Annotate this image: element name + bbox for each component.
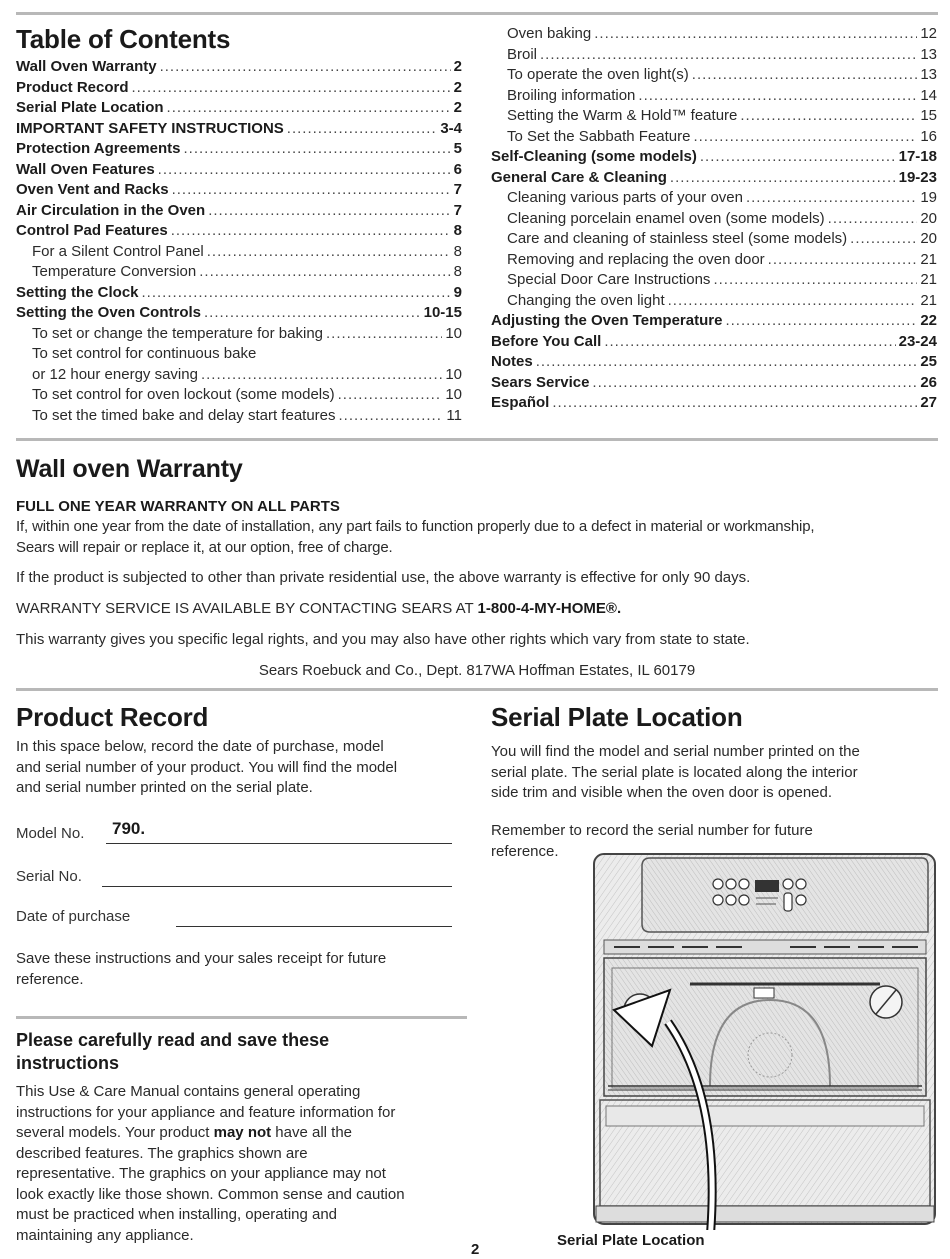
toc-leader-dots: [339, 406, 444, 427]
oven-display: [755, 880, 779, 892]
toc-entry[interactable]: [491, 168, 937, 189]
toc-entry-page: 26: [920, 373, 937, 391]
toc-entry[interactable]: [491, 229, 937, 250]
toc-entry[interactable]: [491, 352, 937, 373]
toc-entry-label: Español: [491, 394, 550, 411]
toc-entry-label: Temperature Conversion: [32, 263, 197, 280]
toc-leader-dots: [668, 291, 918, 312]
toc-entry-label: Special Door Care Instructions: [507, 271, 711, 288]
toc-entry-label: Care and cleaning of stainless steel (some models): [507, 230, 848, 247]
model-number-value: 790.: [112, 819, 146, 838]
toc-entry[interactable]: [491, 209, 937, 230]
toc-entry-page: 2: [453, 78, 462, 96]
toc-leader-dots: [208, 201, 450, 222]
toc-entry-page: 7: [453, 201, 462, 219]
toc-entry-page: 21: [920, 271, 937, 288]
toc-entry[interactable]: [16, 221, 462, 242]
toc-leader-dots: [638, 86, 917, 107]
warranty-address: Sears Roebuck and Co., Dept. 817WA Hoffman Estates, IL 60179: [258, 662, 696, 679]
toc-leader-dots: [725, 311, 917, 332]
toc-entry-page: 2: [453, 99, 462, 116]
toc-entry-page: 13: [920, 45, 937, 63]
toc-entry-page: 14: [920, 86, 937, 104]
toc-entry-label: Oven baking: [507, 25, 592, 42]
toc-entry[interactable]: [491, 188, 937, 209]
toc-entry[interactable]: [491, 373, 937, 394]
toc-left-column: [16, 57, 462, 426]
toc-entry-page: 10: [445, 386, 462, 403]
toc-entry-label: or 12 hour energy saving: [32, 365, 198, 383]
toc-entry-page: 2: [453, 58, 462, 75]
toc-entry[interactable]: [16, 98, 462, 119]
toc-entry-label: Control Pad Features: [16, 222, 168, 239]
toc-entry-label: To set or change the temperature for baking: [32, 324, 324, 342]
toc-leader-dots: [326, 324, 442, 345]
date-of-purchase-label: Date of purchase: [16, 908, 131, 925]
toc-leader-dots: [594, 24, 917, 45]
toc-entry[interactable]: [491, 24, 937, 45]
toc-entry[interactable]: [16, 385, 462, 406]
toc-title: Table of Contents: [16, 24, 231, 54]
oven-bottom-trim: [596, 1206, 934, 1222]
toc-entry-page: 19: [920, 189, 937, 206]
toc-entry[interactable]: [16, 283, 462, 304]
toc-entry-page: 21: [920, 250, 937, 268]
toc-entry-page: 8: [453, 222, 462, 239]
warranty-paragraph-3: WARRANTY SERVICE IS AVAILABLE BY CONTACTING SEARS AT 1-800-4-MY-HOME®.: [16, 600, 622, 617]
toc-leader-dots: [199, 262, 450, 283]
toc-entry-page: 13: [920, 66, 937, 83]
toc-entry[interactable]: [491, 65, 937, 86]
toc-entry-label: Sears Service: [491, 373, 590, 391]
toc-entry-label: Removing and replacing the oven door: [507, 250, 765, 268]
toc-leader-dots: [171, 221, 451, 242]
toc-entry-page: 10-15: [423, 304, 462, 321]
toc-entry-label: Serial Plate Location: [16, 99, 164, 116]
toc-leader-dots: [142, 283, 451, 304]
toc-entry-label: Oven Vent and Racks: [16, 181, 169, 198]
oven-light: [754, 988, 774, 998]
oven-illustration: [590, 850, 938, 1230]
toc-leader-dots: [692, 65, 918, 86]
toc-entry-label: Broiling information: [507, 86, 636, 104]
toc-entry-page: 17-18: [898, 148, 937, 165]
toc-entry-page: 22: [920, 312, 937, 329]
toc-entry-label: Adjusting the Oven Temperature: [491, 312, 723, 329]
toc-entry-label: Protection Agreements: [16, 140, 181, 157]
toc-entry-label: Product Record: [16, 78, 129, 96]
save-instructions-note: Save these instructions and your sales receipt for future reference.: [16, 950, 387, 988]
toc-entry-label: Wall Oven Features: [16, 160, 155, 178]
warranty-phone: 1-800-4-MY-HOME®.: [477, 600, 622, 617]
model-number-field[interactable]: [16, 819, 452, 844]
model-number-line: [106, 843, 452, 844]
toc-entry-page: 25: [920, 353, 937, 370]
toc-entry-label: For a Silent Control Panel: [32, 242, 204, 260]
toc-entry-page: 23-24: [898, 332, 937, 350]
warranty-title: Wall oven Warranty: [16, 455, 243, 483]
toc-leader-dots: [160, 57, 451, 78]
toc-entry[interactable]: [491, 147, 937, 168]
toc-entry[interactable]: [491, 332, 937, 353]
toc-leader-dots: [670, 168, 896, 189]
toc-leader-dots: [204, 303, 421, 324]
serial-number-label: Serial No.: [16, 868, 82, 885]
toc-leader-dots: [536, 352, 918, 373]
page-number: 2: [471, 1241, 480, 1258]
toc-entry[interactable]: [491, 270, 937, 291]
toc-entry-page: 20: [920, 209, 937, 227]
serial-plate-caption: Serial Plate Location: [557, 1232, 705, 1249]
model-number-label: Model No.: [16, 825, 85, 842]
toc-entry[interactable]: [16, 406, 462, 427]
serial-plate-title: Serial Plate Location: [491, 702, 743, 732]
serial-number-line: [102, 886, 452, 887]
toc-entry[interactable]: [16, 119, 462, 140]
toc-leader-dots: [207, 242, 451, 263]
serial-plate-remember: Remember to record the serial number for future reference.: [491, 822, 813, 860]
toc-entry-label: Cleaning various parts of your oven: [507, 189, 743, 206]
toc-leader-dots: [201, 365, 442, 386]
toc-leader-dots: [828, 209, 918, 230]
toc-leader-dots: [713, 270, 917, 291]
toc-leader-dots: [338, 385, 443, 406]
toc-entry-page: 6: [453, 160, 462, 178]
toc-entry[interactable]: [16, 139, 462, 160]
warranty-heading: FULL ONE YEAR WARRANTY ON ALL PARTS: [16, 498, 340, 515]
toc-entry-page: 15: [920, 107, 937, 124]
toc-leader-dots: [768, 250, 918, 271]
warranty-paragraph-2: If the product is subjected to other than private residential use, the above warranty is effective for only 90 days.: [16, 569, 751, 586]
toc-entry-page: 11: [446, 406, 462, 424]
toc-entry-label: General Care & Cleaning: [491, 168, 667, 186]
toc-entry-label: To set the timed bake and delay start features: [32, 406, 336, 424]
toc-leader-dots: [740, 106, 917, 127]
toc-entry[interactable]: [491, 106, 937, 127]
toc-entry[interactable]: [16, 262, 462, 283]
toc-entry-label: Cleaning porcelain enamel oven (some models): [507, 209, 825, 227]
product-record-intro: In this space below, record the date of purchase, model and serial number of your product. You will find the model and serial number printed on the serial plate.: [16, 738, 398, 796]
toc-entry-page: 10: [445, 365, 462, 383]
toc-entry-label: Self-Cleaning (some models): [491, 148, 697, 165]
toc-entry[interactable]: [16, 324, 462, 345]
toc-entry-page: 3-4: [440, 119, 462, 137]
toc-entry-label: Broil: [507, 45, 538, 63]
toc-entry-page: 19-23: [898, 168, 937, 186]
toc-leader-dots: [172, 180, 451, 201]
toc-leader-dots: [552, 393, 917, 414]
warranty-paragraph-4: This warranty gives you specific legal rights, and you may also have other rights which vary from state to state.: [16, 631, 750, 648]
read-save-rule: [16, 1016, 467, 1019]
toc-entry-page: 9: [453, 283, 462, 301]
toc-leader-dots: [850, 229, 917, 250]
toc-entry-page: 8: [453, 242, 462, 260]
serial-plate-intro: You will find the model and serial number printed on the serial plate. The serial plate is located along the interior side trim and visible when the oven door is opened.: [491, 743, 860, 801]
toc-entry[interactable]: [16, 57, 462, 78]
toc-leader-dots: [746, 188, 917, 209]
toc-entry[interactable]: [491, 311, 937, 332]
product-record-title: Product Record: [16, 702, 209, 732]
toc-entry[interactable]: [491, 291, 937, 312]
toc-entry-label: Changing the oven light: [507, 291, 665, 309]
section-rule-warranty: [16, 438, 938, 441]
toc-leader-dots: [167, 98, 451, 119]
toc-entry-page: 16: [920, 127, 937, 145]
toc-entry-label: Setting the Warm & Hold™ feature: [507, 107, 738, 124]
toc-entry-page: 21: [920, 291, 937, 309]
toc-entry[interactable]: [16, 344, 462, 365]
toc-entry[interactable]: [16, 365, 462, 386]
toc-entry-label: To set control for oven lockout (some models): [32, 386, 335, 403]
top-rule: [16, 12, 938, 15]
section-rule-product: [16, 688, 938, 691]
toc-entry[interactable]: [16, 160, 462, 181]
toc-leader-dots: [604, 332, 895, 353]
toc-entry[interactable]: [16, 201, 462, 222]
date-of-purchase-line: [176, 926, 452, 927]
toc-entry-label: Wall Oven Warranty: [16, 58, 157, 75]
toc-leader-dots: [287, 119, 438, 140]
toc-entry[interactable]: [16, 242, 462, 263]
date-of-purchase-field[interactable]: [16, 905, 452, 927]
door-handle: [606, 1106, 924, 1126]
warranty-paragraph-1: If, within one year from the date of installation, any part fails to function properly due to a defect in material or workmanship, Sears will repair or replace it, at our option, free of charge.: [16, 518, 815, 556]
toc-entry-label: Setting the Oven Controls: [16, 304, 202, 321]
toc-entry[interactable]: [491, 86, 937, 107]
toc-entry[interactable]: [491, 127, 937, 148]
toc-entry[interactable]: [491, 45, 937, 66]
toc-leader-dots: [700, 147, 896, 168]
serial-number-field[interactable]: [16, 865, 452, 887]
toc-entry-page: 7: [453, 181, 462, 198]
toc-entry-label: To Set the Sabbath Feature: [507, 127, 691, 145]
toc-entry-label: To operate the oven light(s): [507, 66, 689, 83]
toc-entry-label: IMPORTANT SAFETY INSTRUCTIONS: [16, 119, 284, 137]
toc-entry[interactable]: [16, 303, 462, 324]
toc-entry-page: 10: [445, 324, 462, 342]
toc-entry[interactable]: [491, 393, 937, 414]
toc-entry-label: Air Circulation in the Oven: [16, 201, 206, 219]
toc-leader-dots: [158, 160, 451, 181]
toc-entry-label: Notes: [491, 353, 533, 370]
toc-entry-label: To set control for continuous bake: [32, 345, 257, 362]
toc-right-column: [491, 24, 937, 414]
toc-leader-dots: [592, 373, 917, 394]
toc-leader-dots: [183, 139, 450, 160]
toc-entry-page: 27: [920, 394, 937, 411]
toc-entry-page: 8: [453, 263, 462, 280]
toc-entry-label: Before You Call: [491, 332, 602, 350]
toc-entry[interactable]: [16, 78, 462, 99]
toc-leader-dots: [132, 78, 451, 99]
toc-entry-page: 20: [920, 230, 937, 247]
toc-leader-dots: [540, 45, 917, 66]
toc-leader-dots: [693, 127, 917, 148]
toc-entry-label: Setting the Clock: [16, 283, 139, 301]
read-save-title: Please carefully read and save these instructions: [16, 1030, 330, 1073]
toc-entry-page: 12: [920, 25, 937, 42]
toc-entry-page: 5: [453, 140, 462, 157]
toc-entry[interactable]: [491, 250, 937, 271]
toc-entry[interactable]: [16, 180, 462, 201]
read-save-body: This Use & Care Manual contains general operating instructions for your appliance and feature information for several models. Your product may not have all the described features. The graphics shown are representative. The graphics on your appliance may not look exactly like those shown. Common sense and caution must be practiced when installing, operating and maintaining any appliance.: [16, 1083, 405, 1244]
